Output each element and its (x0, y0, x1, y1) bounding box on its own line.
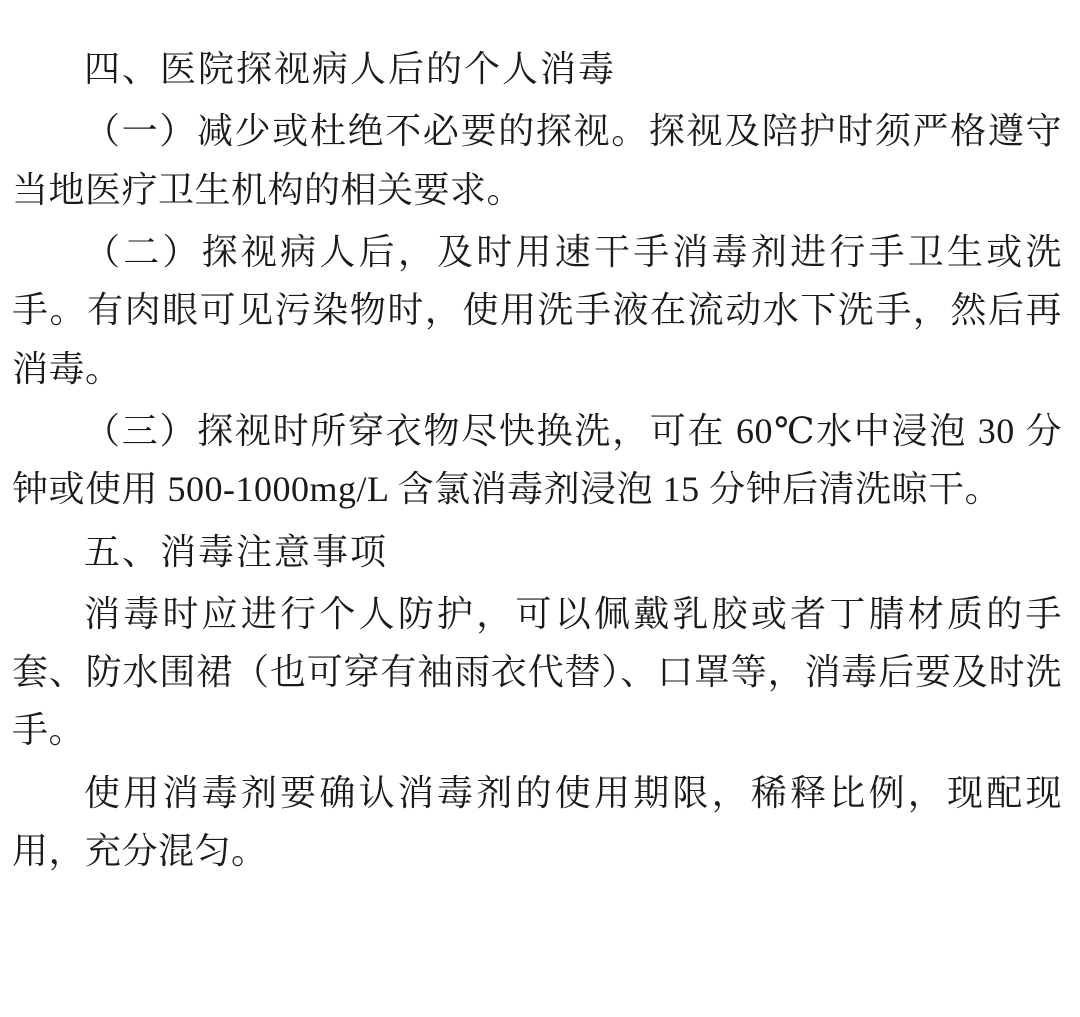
paragraph: （一）减少或杜绝不必要的探视。探视及陪护时须严格遵守当地医疗卫生机构的相关要求。 (12, 111, 1062, 210)
section-heading: 四、医院探视病人后的个人消毒 (84, 49, 617, 89)
document-body (12, 40, 1062, 880)
paragraph: （二）探视病人后，及时用速干手消毒剂进行手卫生或洗手。有肉眼可见污染物时，使用洗手液在流动水下洗手，然后再消毒。 (12, 231, 1062, 389)
paragraph: 使用消毒剂要确认消毒剂的使用期限，稀释比例，现配现用，充分混匀。 (12, 772, 1062, 872)
paragraph: 消毒时应进行个人防护，可以佩戴乳胶或者丁腈材质的手套、防水围裙（也可穿有袖雨衣代替）、口罩等，消毒后要及时洗手。 (12, 593, 1062, 751)
section-heading: 五、消毒注意事项 (84, 531, 389, 572)
paragraph: （三）探视时所穿衣物尽快换洗，可在 60℃水中浸泡 30 分钟或使用 500-1000mg/L 含氯消毒剂浸泡 15 分钟后清洗晾干。 (12, 410, 1062, 510)
